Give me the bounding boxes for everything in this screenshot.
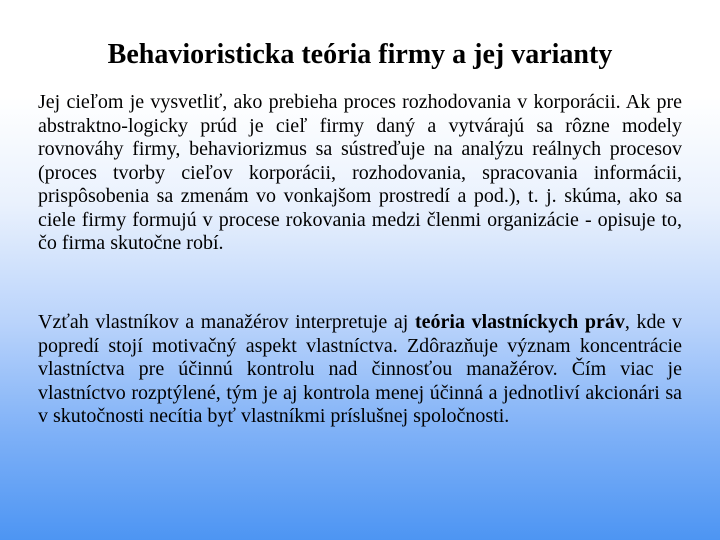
- paragraph-behaviorism: Jej cieľom je vysvetliť, ako prebieha proces rozhodovania v korporácii. Ak pre abstraktno-logicky prúd je cieľ firmy daný a vytvárajú sa rôzne modely rovnováhy firmy, behaviorizmus sa sústreďuje na analýzu reálnych procesov (proces tvorby cieľov korporácii, rozhodovania, spracovania informácii, prispôsobenia sa zmenám vo vonkajšom prostredí a pod.), t. j. skúma, ako sa ciele firmy formujú v procese rokovania medzi členmi organizácie - opisuje to, čo firma skutočne robí.: [38, 91, 682, 254]
- paragraph-property-rights-body: , kde v popredí stojí motivačný aspekt vlastníctva. Zdôrazňuje význam koncentrácie vlastníctva pre účinnú kontrolu nad činnosťou manažérov. Čím viac je vlastníctvo rozptýlené, tým je aj kontrola menej účinná a jednotliví akcionári sa v skutočnosti necítia byť vlastníkmi príslušnej spoločnosti.: [38, 311, 682, 427]
- paragraph-property-rights-intro: Vzťah vlastníkov a manažérov interpretuje aj: [38, 311, 415, 333]
- paragraph-property-rights: [38, 311, 682, 429]
- slide-title: Behavioristicka teória firmy a jej varianty: [107, 39, 613, 70]
- property-rights-theory-term: teória vlastníckych práv: [414, 311, 625, 333]
